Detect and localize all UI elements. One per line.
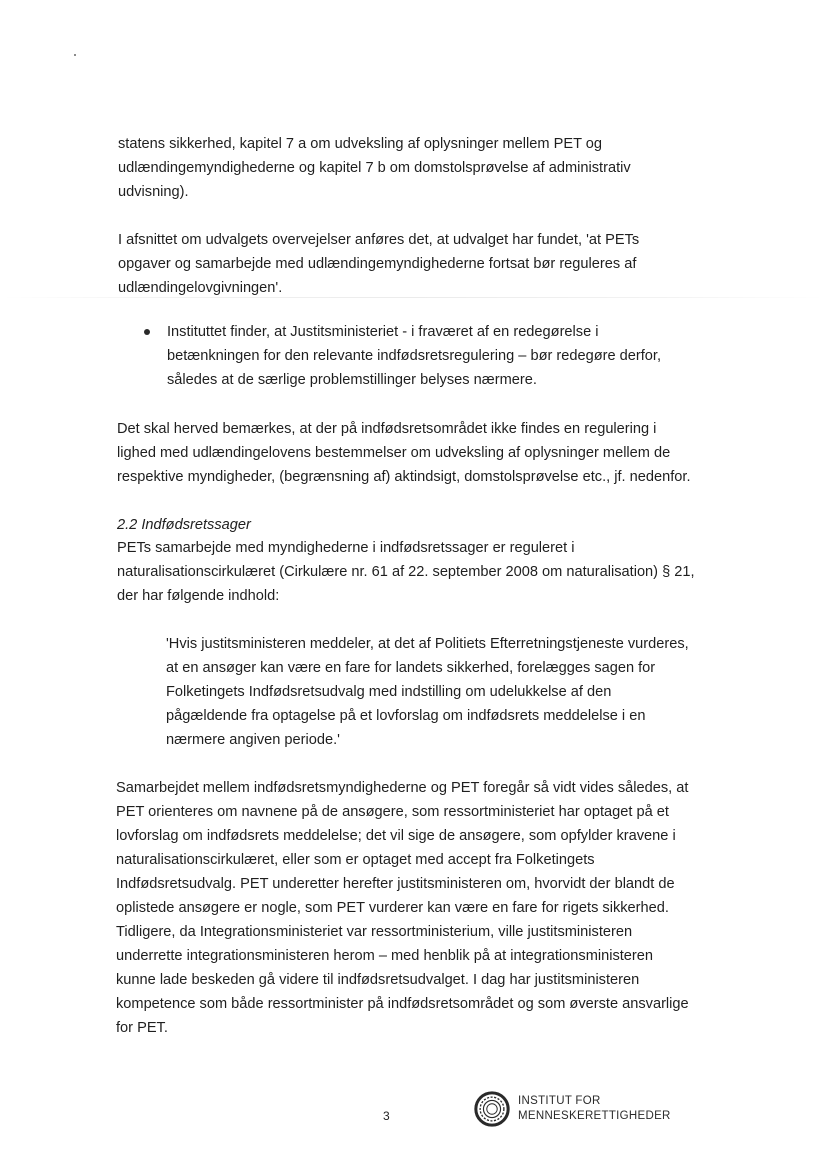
quote-line: nærmere angiven periode.' — [166, 732, 340, 748]
paragraph-line: lighed med udlændingelovens bestemmelser om udveksling af oplysninger mellem de — [117, 445, 671, 461]
page-number: 3 — [383, 1109, 390, 1123]
scan-artifact — [74, 54, 76, 56]
paragraph-line: udlændingemyndighederne og kapitel 7 b om domstolsprøvelse af administrativ — [118, 160, 631, 176]
paragraph-line: kunne lade beskeden gå videre til indfødsretsudvalget. I dag har justitsministeren — [116, 972, 640, 988]
paragraph-line: I afsnittet om udvalgets overvejelser anføres det, at udvalget har fundet, 'at PETs — [118, 232, 640, 248]
quote-line: at en ansøger kan være en fare for landets sikkerhed, forelægges sagen for — [166, 660, 656, 676]
paragraph-line: oplistede ansøgere er nogle, som PET vurderer kan være en fare for rigets sikkerhed. — [116, 900, 669, 916]
paragraph-line: Det skal herved bemærkes, at der på indfødsretsområdet ikke findes en regulering i — [117, 421, 657, 437]
paragraph-line: opgaver og samarbejde med udlændingemyndighederne fortsat bør reguleres af — [118, 256, 637, 272]
bullet-text-line: således at de særlige problemstillinger belyses nærmere. — [167, 372, 537, 388]
paragraph-line: lovforslag om indfødsrets meddelelse; det vil sige de ansøgere, som opfylder kravene i — [116, 828, 676, 844]
paragraph-line: for PET. — [116, 1020, 168, 1036]
paragraph-line: udlændingelovgivningen'. — [118, 280, 283, 296]
institute-logo-icon — [473, 1090, 511, 1128]
paragraph-line: der har følgende indhold: — [117, 588, 280, 604]
paragraph-line: PETs samarbejde med myndighederne i indfødsretssager er reguleret i — [117, 540, 575, 556]
quote-line: 'Hvis justitsministeren meddeler, at det af Politiets Efterretningstjeneste vurderes, — [166, 636, 689, 652]
paragraph-line: PET orienteres om navnene på de ansøgere, som ressortministeriet har optaget på et — [116, 804, 669, 820]
section-heading: 2.2 Indfødsretssager — [117, 517, 251, 533]
paragraph-line: underrette integrationsministeren herom – med henblik på at integrationsministeren — [116, 948, 654, 964]
bullet-marker — [144, 329, 150, 335]
paragraph-line: kompetence som både ressortminister på indfødsretsområdet og som øverste ansvarlige — [116, 996, 689, 1012]
quote-line: Folketingets Indfødsretsudvalg med indstilling om udelukkelse af den — [166, 684, 612, 700]
paragraph-line: udvisning). — [118, 184, 189, 200]
paragraph-line: Tidligere, da Integrationsministeriet var ressortministerium, ville justitsministeren — [116, 924, 633, 940]
paragraph-line: Samarbejdet mellem indfødsretsmyndighederne og PET foregår så vidt vides således, at — [116, 780, 689, 796]
paragraph-line: Indfødsretsudvalg. PET underetter herefter justitsministeren om, hvorvidt der blandt de — [116, 876, 675, 892]
bullet-text-line: Instituttet finder, at Justitsministeriet - i fraværet af en redegørelse i — [167, 324, 599, 340]
paragraph-line: statens sikkerhed, kapitel 7 a om udveksling af oplysninger mellem PET og — [118, 136, 603, 152]
paragraph-line: naturalisationscirkulæret (Cirkulære nr. 61 af 22. september 2008 om naturalisation) § 21, — [117, 564, 695, 580]
paragraph-line: respektive myndigheder, (begrænsning af) aktindsigt, domstolsprøvelse etc., jf. nedenfor. — [117, 469, 691, 485]
bullet-text-line: betænkningen for den relevante indfødsretsregulering – bør redegøre derfor, — [167, 348, 662, 364]
paragraph-line: naturalisationscirkulæret, eller som er optaget med accept fra Folketingets — [116, 852, 595, 868]
org-name-line2: MENNESKERETTIGHEDER — [518, 1110, 671, 1122]
quote-line: pågældende fra optagelse på et lovforslag om indfødsrets meddelelse i en — [166, 708, 646, 724]
org-name-line1: INSTITUT FOR — [518, 1095, 601, 1107]
